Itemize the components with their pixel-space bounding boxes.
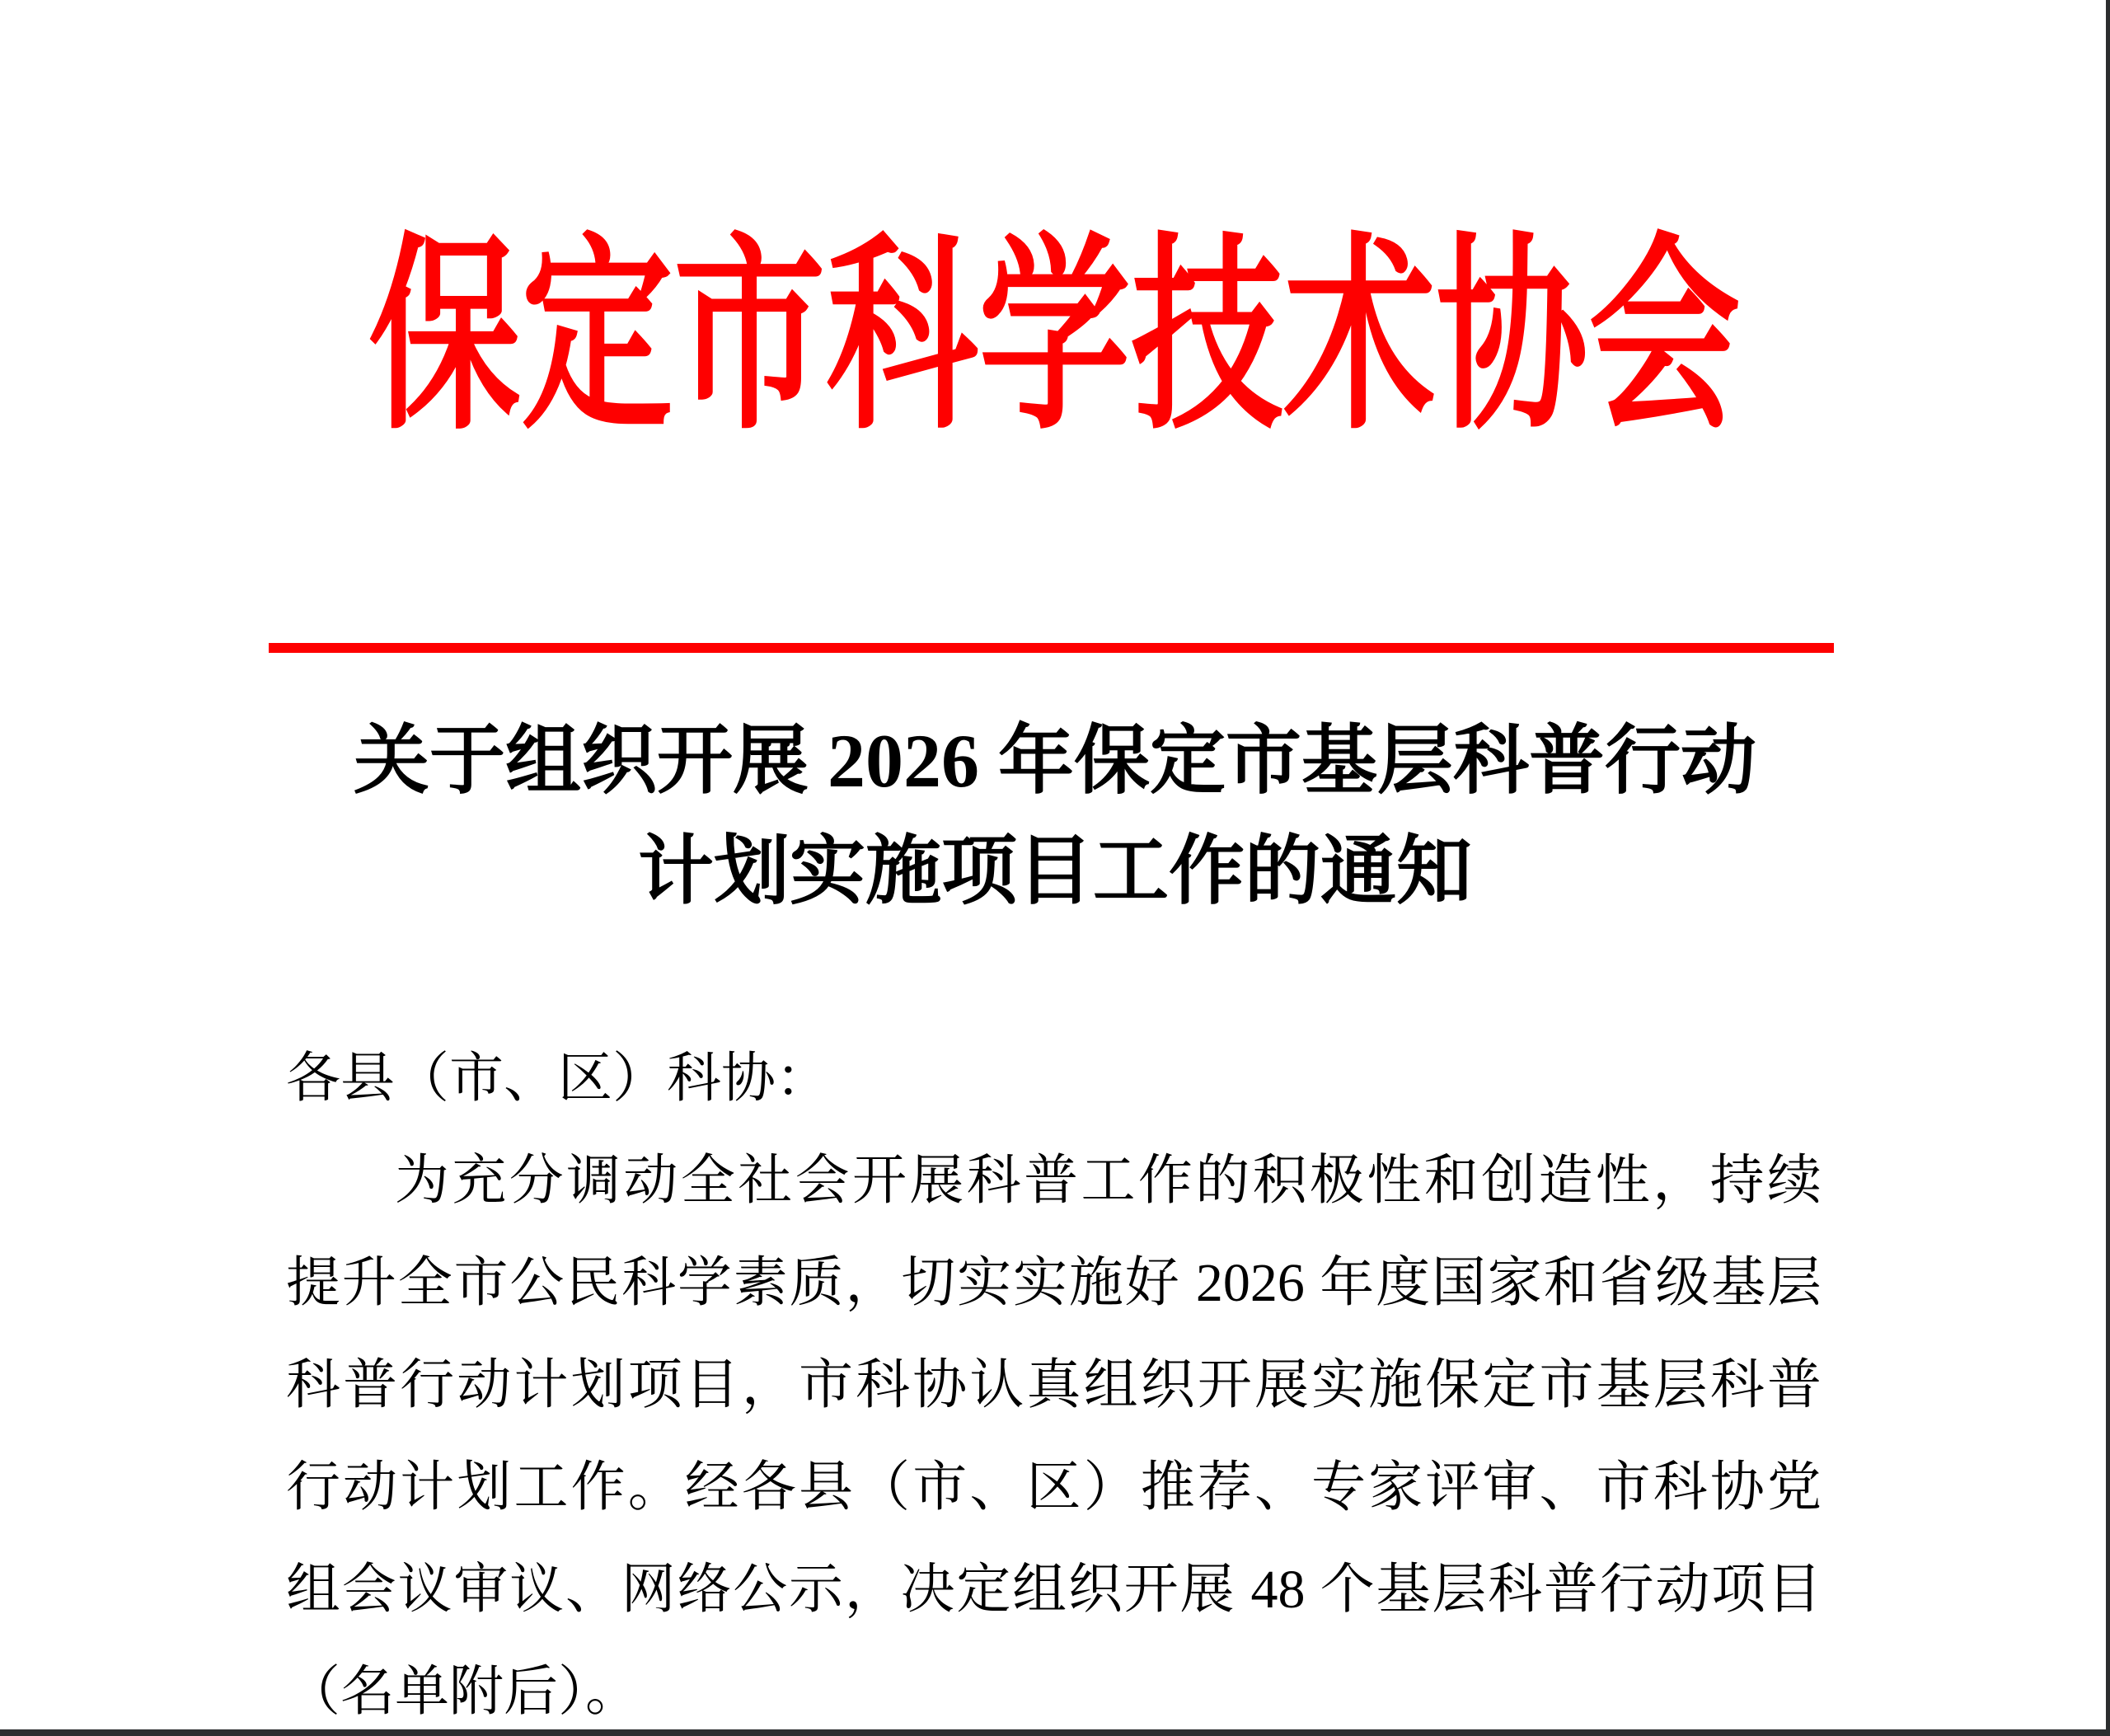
window-right-border	[2106, 0, 2110, 1736]
document-body	[286, 1028, 1822, 1736]
letterhead-org-title: 保定市科学技术协会	[368, 222, 1742, 454]
document-title-line-1: 关于组织开展 2026 年保定市基层科普行动	[353, 719, 1756, 803]
document-title-line-2: 计划实施项目工作的通知	[637, 829, 1472, 913]
body-line: 组会议审议、网络公示，决定组织开展 48 个基层科普行动项目	[286, 1560, 1822, 1620]
document-title	[0, 706, 2110, 927]
window-bottom-border	[0, 1729, 2110, 1736]
body-line: 科普行动计划项目，市科协认真组织开展实施保定市基层科普	[286, 1355, 1822, 1415]
letterhead-red-rule	[269, 643, 1834, 653]
body-line: 为充分调动全社会开展科普工作的积极性和创造性，持续	[395, 1151, 1822, 1211]
salutation-line: 各县（市、区）科协：	[286, 1049, 830, 1109]
body-line: 提升全市公民科学素质，切实实施好 2026 年度国家和省级基层	[286, 1253, 1822, 1313]
body-line-last: （名单附后）。	[286, 1662, 640, 1722]
body-line: 行动计划工作。经各县（市、区）推荐、专家评审、市科协党	[286, 1457, 1822, 1518]
